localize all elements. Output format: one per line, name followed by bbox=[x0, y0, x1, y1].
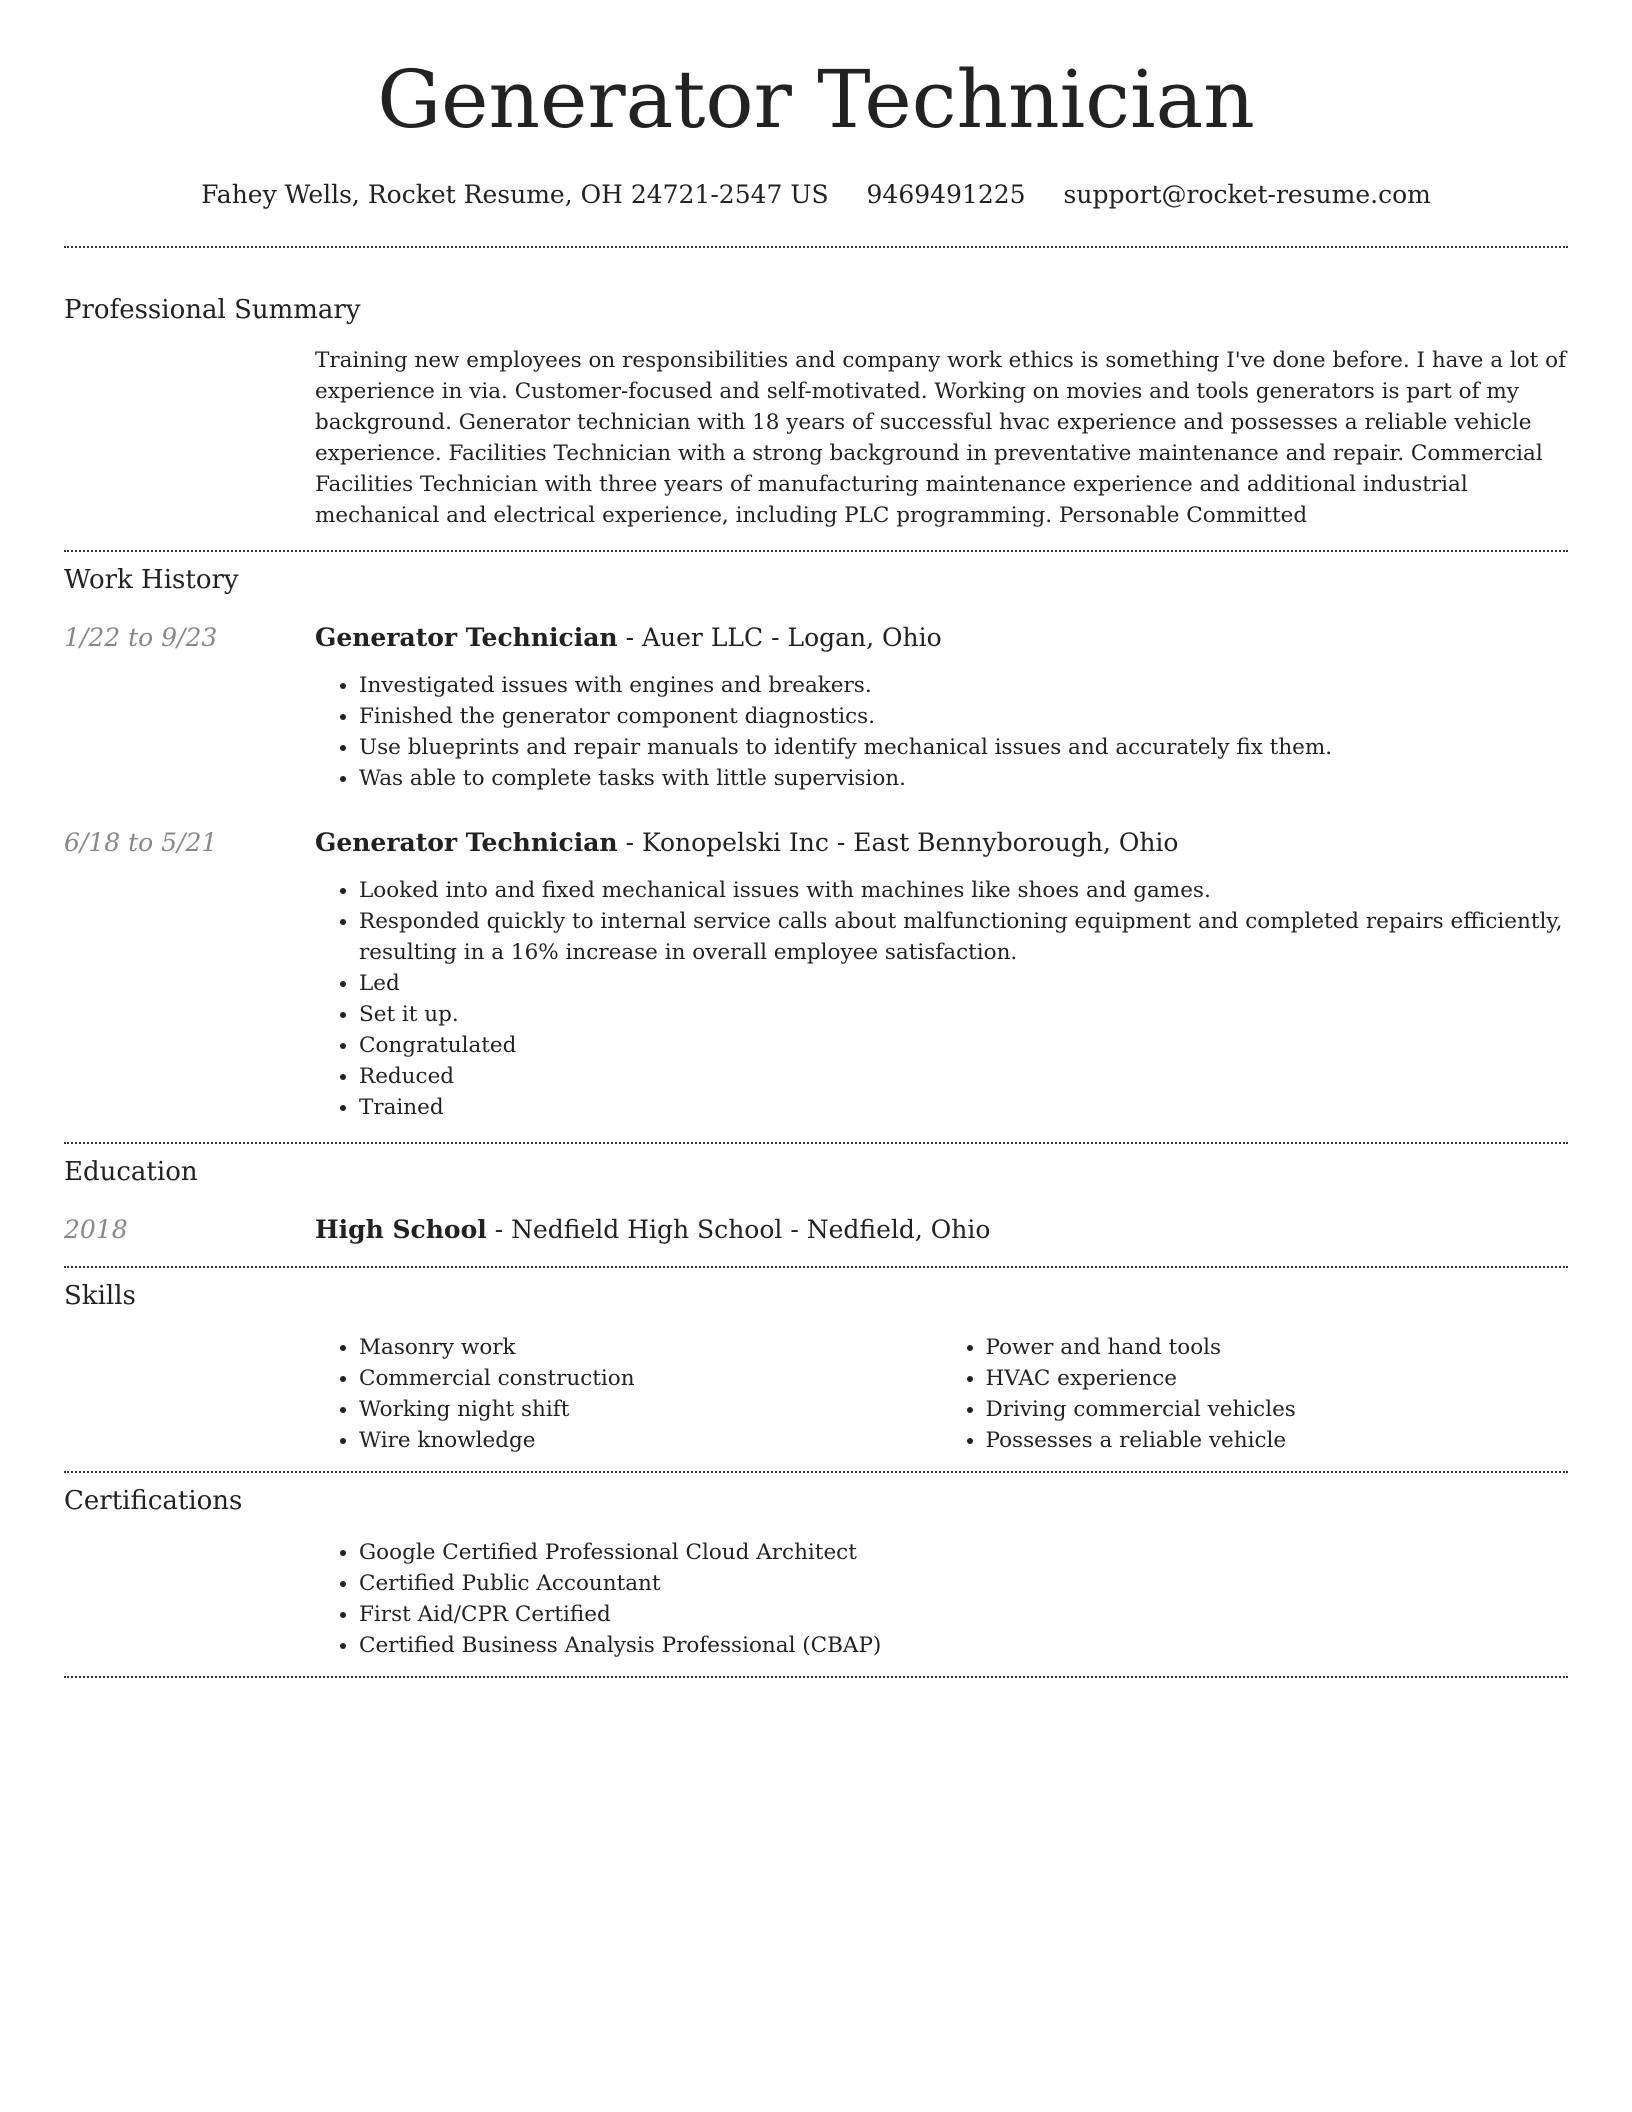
divider bbox=[64, 1266, 1568, 1268]
list-item: • Certified Public Accountant bbox=[359, 1568, 1568, 1599]
contact-phone: 9469491225 bbox=[866, 180, 1026, 209]
list-item: • Led bbox=[359, 968, 1568, 999]
list-item: • Was able to complete tasks with little supervision. bbox=[359, 763, 1568, 794]
list-item: • Use blueprints and repair manuals to identify mechanical issues and accurately fix them. bbox=[359, 732, 1568, 763]
list-item: • Set it up. bbox=[359, 999, 1568, 1030]
contact-line bbox=[64, 178, 1568, 212]
contact-email: support@rocket-resume.com bbox=[1063, 180, 1431, 209]
certifications-section bbox=[64, 1484, 1568, 1661]
job-dates: 1/22 to 9/23 bbox=[64, 623, 218, 652]
section-title-education: Education bbox=[64, 1157, 198, 1187]
list-item: • Trained bbox=[359, 1092, 1568, 1123]
list-item: • Power and hand tools bbox=[986, 1332, 1569, 1363]
candidate-title: Generator Technician bbox=[377, 53, 1255, 146]
summary-text: Training new employees on responsibilities and company work ethics is something I've done before. I have a lot of experience in via. Customer-focused and self-motivated. Working on movies and tools generators is part of my background. Generator technician with 18 years of successful hvac experience and possesses a reliable vehicle experience. Facilities Technician with a strong background in preventative maintenance and repair. Commercial Facilities Technician with three years of manufacturing maintenance experience and additional industrial mechanical and electrical experience, including PLC programming. Personable Committed bbox=[315, 348, 1567, 528]
divider bbox=[64, 550, 1568, 552]
section-title-summary: Professional Summary bbox=[64, 295, 361, 325]
job-role: Generator Technician bbox=[315, 623, 618, 652]
list-item: • Possesses a reliable vehicle bbox=[986, 1425, 1569, 1456]
list-item: • Driving commercial vehicles bbox=[986, 1394, 1569, 1425]
list-item: • Working night shift bbox=[359, 1394, 942, 1425]
job-bullets bbox=[315, 670, 1568, 794]
list-item: • Reduced bbox=[359, 1061, 1568, 1092]
education-year: 2018 bbox=[64, 1215, 128, 1244]
divider bbox=[64, 246, 1568, 248]
section-title-skills: Skills bbox=[64, 1281, 136, 1311]
skills-list-left bbox=[315, 1332, 942, 1456]
job-heading bbox=[315, 621, 1568, 655]
summary-section bbox=[64, 293, 1568, 531]
job-entry bbox=[64, 826, 1568, 1123]
work-history-section bbox=[64, 563, 1568, 1123]
education-entry bbox=[64, 1213, 1568, 1247]
list-item: • Responded quickly to internal service calls about malfunctioning equipment and completed repairs efficiently, resulting in a 16% increase in overall employee satisfaction. bbox=[359, 906, 1568, 968]
list-item: • Wire knowledge bbox=[359, 1425, 942, 1456]
section-title-work-history: Work History bbox=[64, 565, 239, 595]
job-heading bbox=[315, 826, 1568, 860]
education-heading bbox=[315, 1213, 1568, 1247]
list-item: • HVAC experience bbox=[986, 1363, 1569, 1394]
job-dates: 6/18 to 5/21 bbox=[64, 828, 218, 857]
job-entry bbox=[64, 621, 1568, 794]
list-item: • Looked into and fixed mechanical issues with machines like shoes and games. bbox=[359, 875, 1568, 906]
certifications-list bbox=[315, 1537, 1568, 1661]
list-item: • Investigated issues with engines and breakers. bbox=[359, 670, 1568, 701]
skills-list-right bbox=[942, 1332, 1569, 1456]
job-role: Generator Technician bbox=[315, 828, 618, 857]
job-bullets bbox=[315, 875, 1568, 1123]
education-degree: High School bbox=[315, 1215, 487, 1244]
contact-address: Fahey Wells, Rocket Resume, OH 24721-2547 US bbox=[201, 180, 829, 209]
list-item: • Certified Business Analysis Professional (CBAP) bbox=[359, 1630, 1568, 1661]
divider bbox=[64, 1142, 1568, 1144]
divider bbox=[64, 1676, 1568, 1678]
skills-grid bbox=[315, 1332, 1568, 1456]
job-details: - Auer LLC - Logan, Ohio bbox=[617, 623, 942, 652]
divider bbox=[64, 1471, 1568, 1473]
list-item: • Masonry work bbox=[359, 1332, 942, 1363]
list-item: • Commercial construction bbox=[359, 1363, 942, 1394]
job-details: - Konopelski Inc - East Bennyborough, Ohio bbox=[617, 828, 1179, 857]
list-item: • Finished the generator component diagnostics. bbox=[359, 701, 1568, 732]
list-item: • First Aid/CPR Certified bbox=[359, 1599, 1568, 1630]
section-title-certifications: Certifications bbox=[64, 1486, 243, 1516]
education-section bbox=[64, 1155, 1568, 1247]
education-details: - Nedfield High School - Nedfield, Ohio bbox=[486, 1215, 991, 1244]
list-item: • Congratulated bbox=[359, 1030, 1568, 1061]
skills-section bbox=[64, 1279, 1568, 1456]
resume-header bbox=[64, 0, 1568, 212]
list-item: • Google Certified Professional Cloud Architect bbox=[359, 1537, 1568, 1568]
